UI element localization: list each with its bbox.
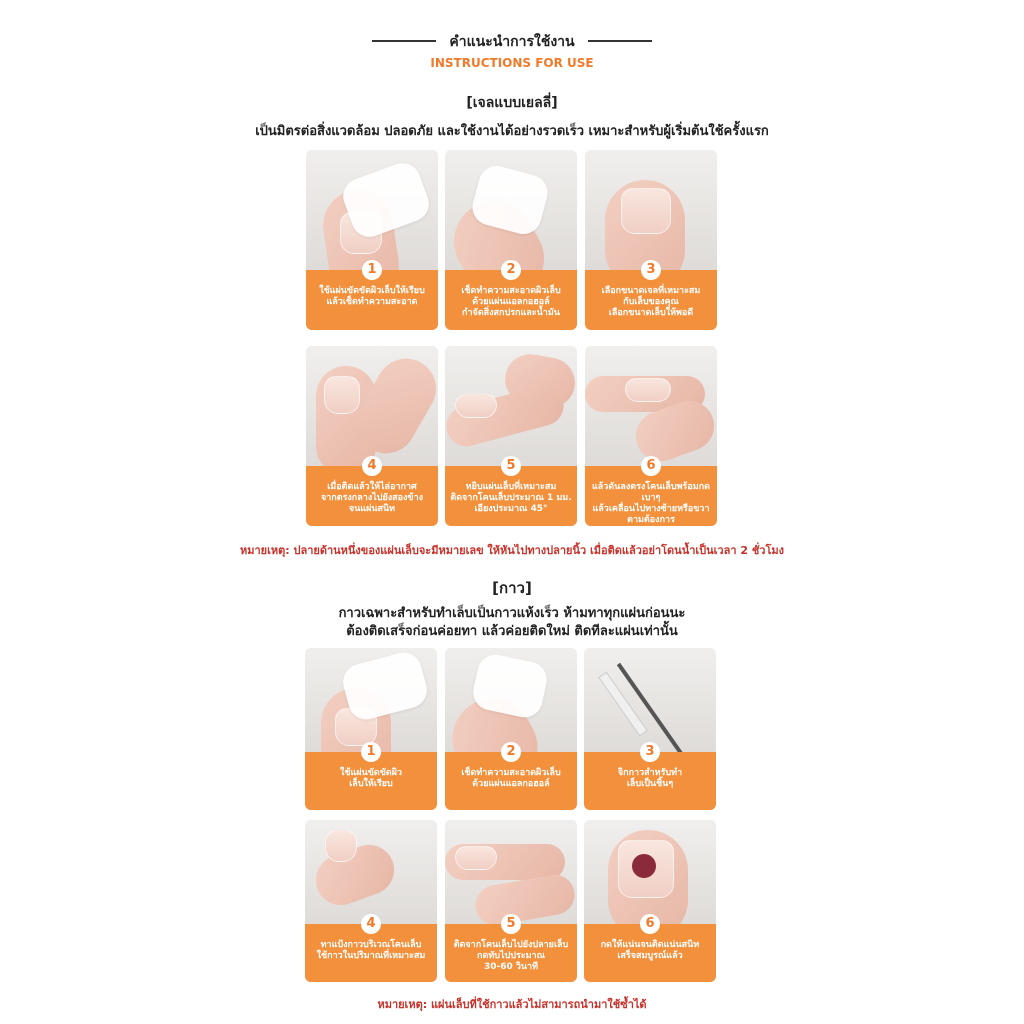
step-caption: [445, 744, 577, 810]
glue-step-card-1: [305, 648, 437, 810]
jelly-step-card-3: [585, 150, 717, 330]
step-caption: [585, 458, 717, 526]
step-number: 5: [501, 914, 521, 934]
step-text: หยิบแผ่นเล็บที่เหมาะสม ติดจากโคนเล็บประมาณ 1 มม. เอียงประมาณ 45°: [450, 482, 572, 514]
step-caption: [306, 458, 438, 526]
jelly-step-card-5: [445, 346, 577, 526]
jelly-section-desc: เป็นมิตรต่อสิ่งแวดล้อม ปลอดภัย และใช้งานได้อย่างรวดเร็ว เหมาะสำหรับผู้เริ่มต้นใช้ครั้งแรก: [255, 124, 769, 139]
step-caption: [584, 744, 716, 810]
step-text: จิกกาวสำหรับทำ เล็บเป็นชิ้นๆ: [617, 768, 683, 789]
step-text: แล้วดันลงตรงโคนเล็บพร้อมกดเบาๆ แล้วเคลื่อนไปทางซ้ายหรือขวา ตามต้องการ: [591, 482, 711, 525]
step-text: เช็ดทำความสะอาดผิวเล็บ ด้วยแผ่นแอลกอฮอล์: [461, 768, 561, 789]
step-number: 3: [640, 742, 660, 762]
step-text: เลือกขนาดเจลที่เหมาะสม กับเล็บของคุณ เลือกขนาดเล็บให้พอดี: [601, 286, 701, 318]
glue-step-card-6: [584, 820, 716, 982]
step-photo: [584, 648, 716, 752]
glue-section-desc-2: ต้องติดเสร็จก่อนค่อยทา แล้วค่อยติดใหม่ ติดทีละแผ่นเท่านั้น: [346, 624, 678, 639]
jelly-step-card-1: [306, 150, 438, 330]
step-caption: [585, 262, 717, 330]
step-photo: [445, 648, 577, 752]
step-caption: [445, 916, 577, 982]
step-photo: [306, 150, 438, 270]
step-number: 2: [501, 260, 521, 280]
jelly-step-card-6: [585, 346, 717, 526]
step-number: 2: [501, 742, 521, 762]
step-text: ใช้แผ่นขัดขัดผิวเล็บให้เรียบ แล้วเช็ดทำความสะอาด: [319, 286, 425, 307]
step-photo: [445, 346, 577, 466]
jelly-step-card-2: [445, 150, 577, 330]
step-number: 6: [640, 914, 660, 934]
step-number: 6: [641, 456, 661, 476]
step-number: 3: [641, 260, 661, 280]
glue-section-title: [กาว]: [492, 579, 532, 597]
step-caption: [305, 744, 437, 810]
jelly-section-title: [เจลแบบเยลลี่]: [466, 95, 558, 111]
step-photo: [445, 820, 577, 924]
glue-step-card-4: [305, 820, 437, 982]
step-caption: [445, 458, 577, 526]
step-text: ติดจากโคนเล็บไปยังปลายเล็บ กดทับไปประมาณ 30-60 วินาที: [453, 940, 569, 972]
step-photo: [445, 150, 577, 270]
glue-step-card-5: [445, 820, 577, 982]
step-text: ทาแป้งกาวบริเวณโคนเล็บ ใช้กาวในปริมาณที่เหมาะสม: [316, 940, 426, 961]
step-caption: [306, 262, 438, 330]
step-text: เมื่อติดแล้วให้ไล่อากาศ จากตรงกลางไปยังสองข้าง จนแผ่นสนิท: [320, 482, 424, 514]
step-text: กดให้แน่นจนติดแน่นสนิท เสร็จสมบูรณ์แล้ว: [600, 940, 700, 961]
page-subtitle: INSTRUCTIONS FOR USE: [430, 56, 594, 70]
step-caption: [445, 262, 577, 330]
step-number: 5: [501, 456, 521, 476]
jelly-note: หมายเหตุ: ปลายด้านหนึ่งของแผ่นเล็บจะมีหมายเลข ให้หันไปทางปลายนิ้ว เมื่อติดแล้วอย่าโดนน้ำเป็นเวลา 2 ชั่วโมง: [239, 544, 785, 557]
glue-section-desc-1: กาวเฉพาะสำหรับทำเล็บเป็นกาวแห้งเร็ว ห้ามทาทุกแผ่นก่อนนะ: [338, 606, 686, 621]
step-text: เช็ดทำความสะอาดผิวเล็บ ด้วยแผ่นแอลกอฮอล์ กำจัดสิ่งสกปรกและน้ำมัน: [461, 286, 561, 318]
step-photo: [585, 150, 717, 270]
step-photo: [306, 346, 438, 466]
step-number: 4: [361, 914, 381, 934]
step-number: 1: [361, 742, 381, 762]
step-photo: [305, 820, 437, 924]
page-title: คำแนะนำการใช้งาน: [449, 34, 575, 50]
step-text: ใช้แผ่นขัดขัดผิว เล็บให้เรียบ: [339, 768, 403, 789]
step-number: 4: [362, 456, 382, 476]
step-number: 1: [362, 260, 382, 280]
glue-note: หมายเหตุ: แผ่นเล็บที่ใช้กาวแล้วไม่สามารถนำมาใช้ซ้ำได้: [377, 998, 647, 1011]
step-photo: [584, 820, 716, 924]
step-caption: [305, 916, 437, 982]
step-photo: [305, 648, 437, 752]
jelly-step-card-4: [306, 346, 438, 526]
glue-step-card-3: [584, 648, 716, 810]
step-caption: [584, 916, 716, 982]
glue-step-card-2: [445, 648, 577, 810]
step-photo: [585, 346, 717, 466]
